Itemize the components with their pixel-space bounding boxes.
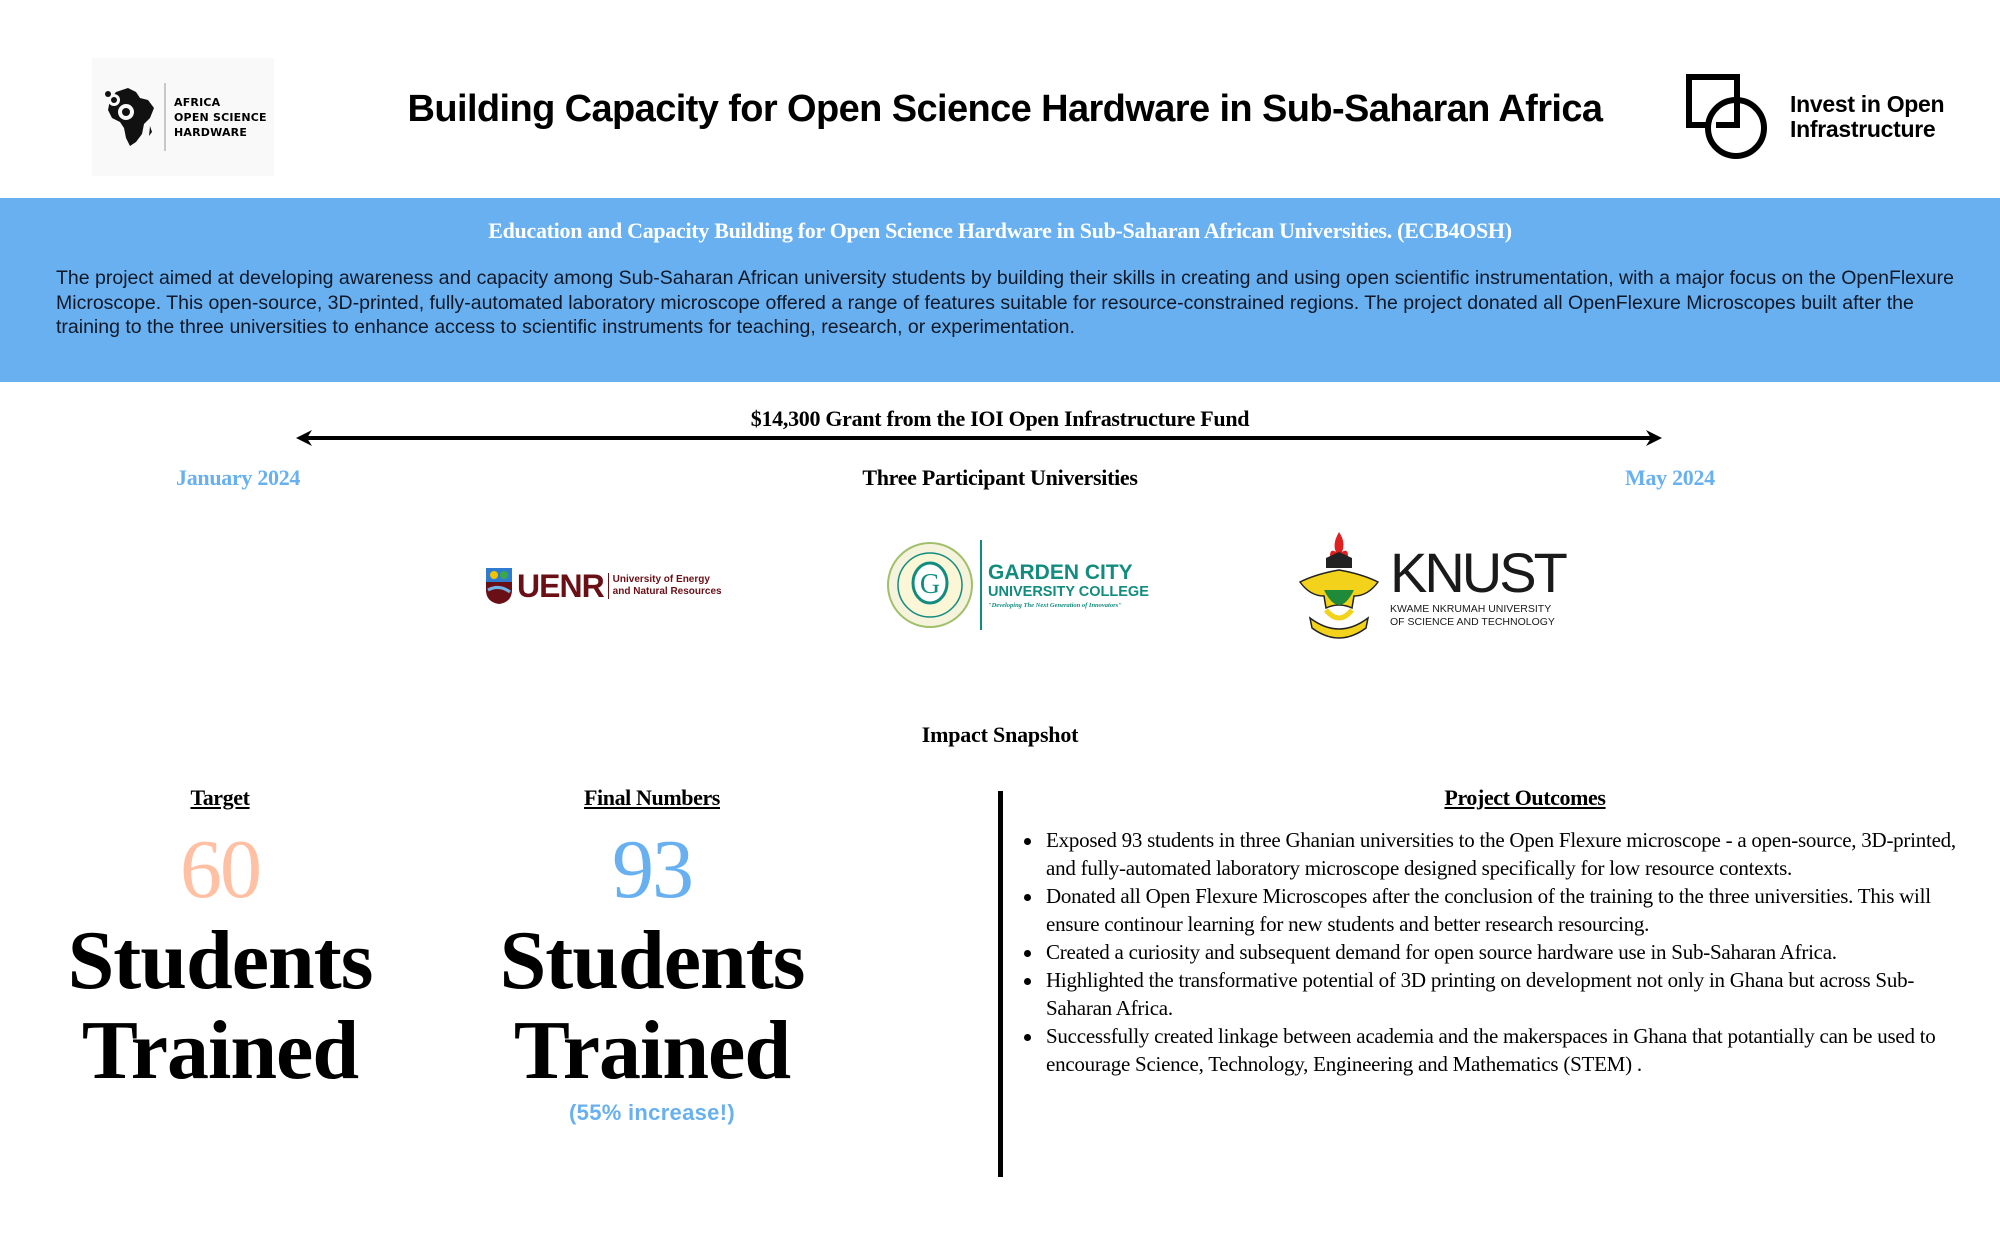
uenr-logo	[484, 566, 722, 606]
final-label-line-1: Students	[499, 914, 805, 1007]
target-number: 60	[180, 823, 260, 916]
universities-heading: Three Participant Universities	[862, 465, 1138, 490]
ioi-logo-text: Invest in Open Infrastructure	[1790, 91, 1945, 142]
page-title: Building Capacity for Open Science Hardware in Sub-Saharan Africa	[407, 88, 1603, 130]
project-description: The project aimed at developing awareness and capacity among Sub-Saharan African university students by building their skills in creating and using open scientific instrumentation, with a major focus on the OpenFlexure Microscope. This open-source, 3D-printed, fully-automated laboratory microscope offered a range of features suitable for resource-constrained regions. The project donated all OpenFlexure Microscopes built after the training to the three universities to enhance access to scientific instruments for teaching, research, or experimentation.	[56, 267, 1954, 338]
list-item: Highlighted the transformative potential of 3D printing on development not only in Ghana but across Sub-Saharan Africa.	[1016, 966, 1956, 1022]
garden-city-name: GARDEN CITY UNIVERSITY COLLEGE "Developing The Next Generation of Innovators"	[988, 560, 1149, 609]
garden-city-divider	[980, 540, 982, 630]
start-date: January 2024	[176, 465, 301, 490]
uenr-full-name: University of Energy and Natural Resources	[612, 574, 722, 597]
uenr-divider	[608, 573, 609, 599]
garden-city-logo	[886, 540, 1149, 630]
square-circle-icon	[1686, 74, 1770, 160]
svg-text:G: G	[919, 569, 941, 600]
grant-label: $14,300 Grant from the IOI Open Infrastructure Fund	[750, 406, 1250, 431]
project-outcomes-list	[1016, 826, 1956, 1078]
list-item: Created a curiosity and subsequent demand for open source hardware use in Sub-Saharan Africa.	[1016, 938, 1956, 966]
garden-city-seal-icon	[886, 541, 974, 629]
project-name: Education and Capacity Building for Open Science Hardware in Sub-Saharan African Universities. (ECB4OSH)	[488, 218, 1512, 243]
final-label-line-2: Trained	[513, 1004, 791, 1097]
target-label-line-2: Trained	[81, 1004, 359, 1097]
africa-open-science-hardware-logo	[92, 58, 274, 176]
africa-gears-icon	[102, 84, 158, 150]
final-number: 93	[612, 823, 692, 916]
invest-in-open-infrastructure-logo	[1686, 74, 1944, 160]
knust-text: KNUST KWAME NKRUMAH UNIVERSITY OF SCIENCE AND TECHNOLOGY	[1390, 541, 1565, 628]
impact-snapshot-heading: Impact Snapshot	[921, 722, 1079, 747]
increase-note: (55% increase!)	[569, 1100, 735, 1125]
final-stat	[452, 780, 852, 1126]
list-item: Exposed 93 students in three Ghanian universities to the Open Flexure microscope - a open-source, 3D-printed, and fully-automated laboratory microscope designed specifically for low resource contexts.	[1016, 826, 1956, 882]
uenr-abbr: UENR	[517, 567, 604, 604]
logo-divider	[164, 83, 166, 151]
vertical-divider	[998, 791, 1003, 1177]
knust-logo	[1296, 530, 1565, 644]
project-outcomes-heading: Project Outcomes	[1444, 785, 1606, 810]
uenr-crest-icon	[484, 566, 514, 606]
double-arrow-icon	[296, 428, 1662, 448]
target-stat	[20, 780, 420, 1096]
knust-crest-icon	[1296, 530, 1382, 644]
target-heading: Target	[190, 785, 250, 810]
final-heading: Final Numbers	[584, 785, 720, 810]
list-item: Successfully created linkage between academia and the makerspaces in Ghana that potantially can be used to encourage Science, Technology, Engineering and Mathematics (STEM) .	[1016, 1022, 1956, 1078]
end-date: May 2024	[1625, 465, 1715, 490]
target-label-line-1: Students	[67, 914, 373, 1007]
aosh-logo-text: AFRICA OPEN SCIENCE HARDWARE	[174, 95, 267, 139]
list-item: Donated all Open Flexure Microscopes after the conclusion of the training to the three universities. This will ensure continour learning for new students and better research resourcing.	[1016, 882, 1956, 938]
